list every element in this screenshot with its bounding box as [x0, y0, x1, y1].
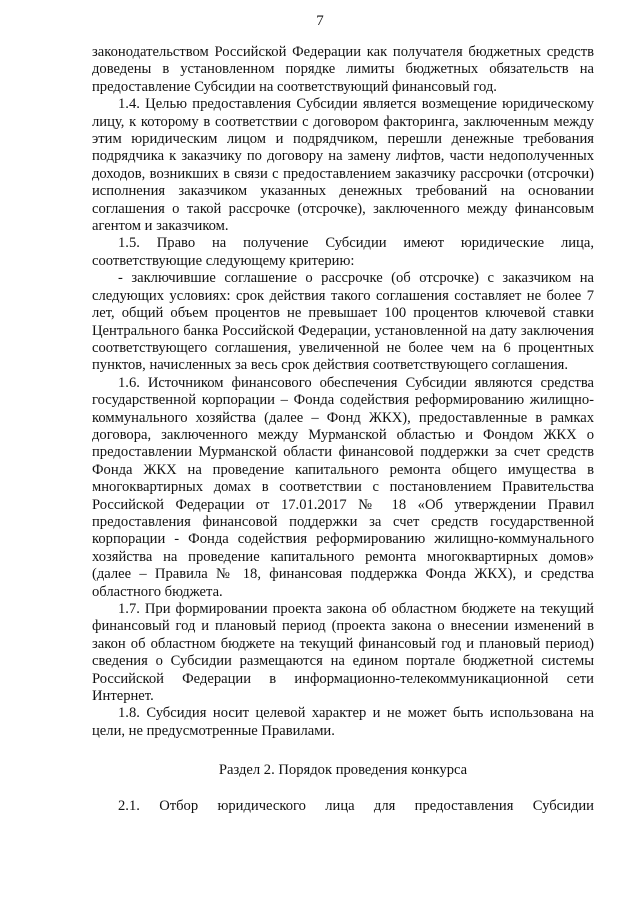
paragraph-1-5-criterion: - заключившие соглашение о рассрочке (об отсрочке) с заказчиком на следующих условиях: срок действия такого соглашения составляет не более 7 лет, общий объем процентов не превышает 100 процентов ключевой ставки Центрального банка Российской Федерации, установленной на дату заключения соответствующего соглашения, увеличенной не более чем на 6 процентных пунктов, начисленных за весь срок действия соответствующего соглашения. [92, 270, 594, 374]
paragraph-continuation: законодательством Российской Федерации как получателя бюджетных средств доведены в установленном порядке лимиты бюджетных обязательств на предоставление Субсидии на соответствующий финансовый год. [92, 44, 594, 95]
paragraph-1-6: 1.6. Источником финансового обеспечения Субсидии являются средства государственной корпорации – Фонда содействия реформированию жилищно-коммунального хозяйства (далее – Фонд ЖКХ), предоставленные в рамках договора, заключенного между Мурманской областью и Фондом ЖКХ о предоставлении Мурманской области финансовой поддержки за счет средств Фонда ЖКХ на проведение капитального ремонта общего имущества в многоквартирных домах в соответствии с постановлением Правительства Российской Федерации от 17.01.2017 № 18 «Об утверждении Правил предоставления финансовой поддержки за счет средств государственной корпорации - Фонда содействия реформированию жилищно-коммунального хозяйства на проведение капитального ремонта многоквартирных домов» (далее – Правила № 18, финансовая поддержка Фонда ЖКХ), и средства областного бюджета. [92, 374, 594, 600]
document-body [92, 44, 594, 815]
paragraph-1-4: 1.4. Целью предоставления Субсидии является возмещение юридическому лицу, к которому в соответствии с договором факторинга, заключенным между этим юридическим лицом и подрядчиком, перешли денежные требования подрядчика к заказчику по договору на замену лифтов, части недополученных доходов, возникших в связи с предоставлением заказчику рассрочки (отсрочки) исполнения заказчиком указанных денежных требований на основании соглашения о такой рассрочке (отсрочке), заключенного между финансовым агентом и заказчиком. [92, 96, 594, 235]
section-title: Раздел 2. Порядок проведения конкурса [218, 762, 468, 779]
paragraph-1-8: 1.8. Субсидия носит целевой характер и не может быть использована на цели, не предусмотренные Правилами. [92, 705, 594, 739]
page-number: 7 [316, 13, 324, 29]
paragraph-2-1: 2.1. Отбор юридического лица для предоставления Субсидии [118, 797, 594, 814]
paragraph-1-5: 1.5. Право на получение Субсидии имеют юридические лица, соответствующие следующему критерию: [92, 235, 594, 269]
paragraph-1-7: 1.7. При формировании проекта закона об областном бюджете на текущий финансовый год и плановый период (проекта закона о внесении изменений в закон об областном бюджете на текущий финансовый год и плановый период) сведения о Субсидии размещаются на едином портале бюджетной системы Российской Федерации в информационно-телекоммуникационной сети Интернет. [92, 601, 594, 705]
